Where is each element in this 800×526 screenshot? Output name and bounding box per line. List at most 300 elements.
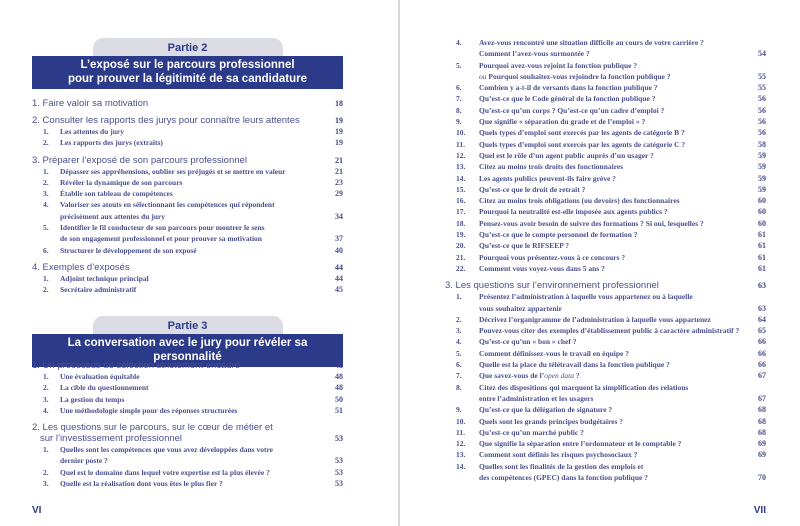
toc-item-number: 9. [456, 405, 462, 415]
toc-item [456, 150, 766, 161]
toc-item-page: 53 [335, 479, 343, 489]
toc-item-title: Qu’est-ce qu’un marché public ? [479, 427, 584, 437]
toc-item [456, 348, 766, 359]
toc-section [32, 155, 343, 166]
toc-item-text [456, 60, 742, 83]
part-2-title-line-2: pour prouver la légitimité de sa candidature [67, 72, 307, 85]
toc-item-page: 21 [335, 166, 343, 176]
toc-item [456, 37, 766, 60]
toc-item [456, 195, 766, 206]
toc-item-continuation-text: des compétences (GPEC) dans la fonction publique ? [479, 472, 648, 482]
toc-item-title: Qu’est-ce que le droit de retrait ? [479, 184, 586, 194]
toc-item-number: 11. [456, 427, 465, 437]
toc-item-continuation [32, 211, 319, 222]
toc-item-text [456, 359, 742, 370]
toc-item-title: Citez au moins trois obligations (ou devoirs) des fonctionnaires [479, 196, 680, 206]
toc-section-page: 48 [335, 361, 343, 370]
toc-item-number: 2. [43, 285, 49, 295]
toc-item [456, 218, 766, 229]
toc-item-number: 9. [456, 117, 462, 127]
toc-item-text [32, 245, 319, 256]
toc-item-text [456, 229, 742, 240]
toc-item-continuation-italic: ou [479, 71, 487, 81]
toc-item-page: 53 [335, 467, 343, 477]
toc-item-number: 5. [456, 60, 462, 70]
toc-item-number: 7. [456, 371, 462, 381]
left-page [0, 0, 385, 526]
toc-item-title: Valoriser ses atouts en sélectionnant les compétences qui répondent [60, 200, 275, 210]
toc-item [32, 177, 343, 188]
toc-item-text [456, 184, 742, 195]
toc-section-title [32, 422, 319, 444]
toc-item-page: 61 [758, 263, 766, 273]
toc-item-title: Secrétaire administratif [60, 285, 137, 295]
toc-item-title: Quels sont les grands principes budgétaires ? [479, 416, 624, 426]
toc-item-number: 15. [456, 184, 466, 194]
toc-item-page: 61 [758, 252, 766, 262]
toc-item-page: 48 [335, 372, 343, 381]
toc-section-title [32, 262, 319, 273]
toc-item-title: Qu’est-ce que la délégation de signature ? [479, 405, 613, 415]
toc-item-title: Que signifie la séparation entre l’ordonnateur et le comptable ? [479, 439, 682, 449]
toc-item-page: 60 [758, 218, 766, 228]
toc-item-text [32, 467, 319, 478]
toc-item-page: 23 [335, 177, 343, 187]
toc-item-page: 55 [758, 83, 766, 93]
toc-item-page: 68 [758, 427, 766, 437]
toc-item-number: 1. [456, 292, 462, 302]
toc-item-page: 60 [758, 196, 766, 206]
toc-item-number: 8. [456, 105, 462, 115]
toc-item [456, 449, 766, 460]
toc-item [32, 284, 343, 295]
toc-item-text [32, 444, 319, 467]
toc-item-page: 48 [335, 383, 343, 393]
toc-item-number: 6. [43, 245, 49, 255]
toc-item-number: 22. [456, 263, 466, 273]
toc-item-title: La gestion du temps [60, 394, 125, 404]
toc-item-text [32, 405, 319, 416]
toc-item-text [32, 273, 319, 284]
section-3-items [456, 291, 766, 483]
toc-item [456, 336, 766, 347]
toc-item-number: 4. [456, 38, 462, 47]
toc-item [32, 467, 343, 478]
toc-section-label-cont: sur l’investissement professionnel [40, 433, 183, 445]
toc-item-page: 55 [758, 71, 766, 81]
toc-item-page: 68 [758, 405, 766, 415]
toc-item-page: 58 [758, 139, 766, 149]
toc-section-label: 2. Consulter les rapports des jurys pour connaître leurs attentes [32, 115, 300, 126]
toc-item-title: Présentez l’administration à laquelle vous appartenez ou à laquelle [479, 292, 693, 302]
toc-item-page: 40 [335, 245, 343, 255]
section-3 [445, 280, 766, 483]
toc-item-title: Révéler la dynamique de son parcours [60, 177, 183, 187]
toc-item-page: 19 [335, 127, 343, 136]
toc-item-number: 6. [456, 83, 462, 93]
toc-item [456, 416, 766, 427]
toc-item-text [456, 116, 742, 127]
toc-item-number: 14. [456, 461, 466, 471]
toc-item-continuation [456, 393, 742, 404]
toc-item [32, 188, 343, 199]
toc-item-page: 59 [758, 173, 766, 183]
toc-item-number: 20. [456, 241, 466, 251]
toc-item-page: 56 [758, 117, 766, 127]
toc-item [456, 60, 766, 83]
toc-item-page: 29 [335, 189, 343, 199]
toc-item-text [32, 166, 319, 177]
toc-item [456, 314, 766, 325]
toc-item-text [32, 394, 319, 405]
toc-item-text [456, 291, 742, 314]
toc-item-number: 1. [43, 127, 49, 136]
toc-item [456, 229, 766, 240]
toc-section-page: 63 [758, 281, 766, 291]
toc-item [456, 291, 766, 314]
toc-item-number: 11. [456, 139, 465, 149]
toc-section-title [32, 360, 319, 371]
toc-item-page: 61 [758, 230, 766, 240]
toc-item-title: Identifier le fil conducteur de son parcours pour montrer le sens [60, 223, 265, 233]
toc-item-text [456, 404, 742, 415]
toc-item [32, 245, 343, 256]
toc-item-text [456, 105, 742, 116]
toc-item-text [32, 371, 319, 382]
toc-item-continuation-text: Comment l’avez-vous surmontée ? [479, 49, 590, 59]
toc-item-page: 59 [758, 162, 766, 172]
toc-item-text [32, 478, 319, 489]
toc-item-number: 10. [456, 416, 466, 426]
toc-item-number: 3. [43, 394, 49, 404]
toc-item-number: 14. [456, 173, 466, 183]
toc-item-continuation-text: vous souhaitez appartenir [479, 303, 562, 313]
toc-item-title: Quelle est la place du télétravail dans la fonction publique ? [479, 360, 670, 370]
toc-item-page: 65 [758, 326, 766, 336]
toc-item-title: Qu’est-ce que le compte personnel de formation ? [479, 230, 638, 240]
toc-item-number: 21. [456, 252, 466, 262]
toc-item-number: 1. [43, 372, 49, 381]
toc-item [456, 382, 766, 405]
toc-section-title [32, 115, 319, 126]
toc-item-number: 1. [43, 166, 49, 176]
toc-item-text [456, 314, 742, 325]
toc-item [456, 370, 766, 381]
toc-item [32, 222, 343, 245]
toc-item [456, 184, 766, 195]
toc-section-label: 1. Faire valoir sa motivation [32, 98, 149, 109]
toc-item-title: Les rapports des jurys (extraits) [60, 138, 163, 148]
toc-item-continuation-text: entre l’administration et les usagers [479, 393, 594, 403]
part-2-header [32, 38, 343, 89]
toc-item-page: 67 [758, 393, 766, 403]
toc-item-text [456, 195, 742, 206]
toc-section [445, 280, 766, 291]
toc-item-text [456, 161, 742, 172]
toc-item-continuation [456, 71, 742, 82]
part-3-toc [32, 354, 343, 489]
toc-item-number: 12. [456, 439, 466, 449]
toc-item-number: 4. [43, 200, 49, 210]
toc-item-number: 1. [43, 445, 49, 455]
toc-item-title: Quelles sont les compétences que vous avez développées dans votre [60, 445, 273, 455]
toc-item-text [456, 461, 742, 484]
toc-item-title: Décrivez l’organigramme de l’administration à laquelle vous appartenez [479, 314, 711, 324]
toc-item-number: 1. [43, 273, 49, 283]
toc-item-page: 66 [758, 360, 766, 370]
toc-item-page: 68 [758, 416, 766, 426]
toc-item-page: 67 [758, 371, 766, 381]
toc-item-text [456, 370, 742, 381]
toc-item-title: Comment sont définis les risques psychosociaux ? [479, 450, 638, 460]
toc-item-number: 18. [456, 218, 466, 228]
toc-item-title: Combien y a-t-il de versants dans la fonction publique ? [479, 83, 658, 93]
part-3-title-line-1: La conversation avec le jury pour révéler sa personnalité [67, 337, 308, 363]
toc-item-text [456, 438, 742, 449]
toc-item-page: 56 [758, 128, 766, 138]
toc-item [32, 199, 343, 222]
toc-item-page: 69 [758, 450, 766, 460]
toc-item-text [32, 199, 319, 222]
toc-item [456, 263, 766, 274]
toc-item-page: 66 [758, 348, 766, 358]
toc-item [456, 82, 766, 93]
toc-item-text [456, 263, 742, 274]
toc-item [32, 478, 343, 489]
toc-item [456, 404, 766, 415]
toc-item-page: 37 [335, 234, 343, 244]
toc-item-page: 59 [758, 184, 766, 194]
toc-item-text [456, 348, 742, 359]
toc-item [32, 405, 343, 416]
toc-item-text [456, 240, 742, 251]
toc-section [32, 360, 343, 371]
toc-item-number: 5. [456, 348, 462, 358]
toc-item [32, 166, 343, 177]
toc-item-title: Pourquoi avez-vous rejoint la fonction publique ? [479, 60, 638, 70]
toc-item-page: 60 [758, 207, 766, 217]
toc-item [32, 273, 343, 284]
toc-item-page: 53 [335, 456, 343, 466]
toc-item-title: Pensez-vous avoir besoin de suivre des formations ? Si oui, lesquelles ? [479, 218, 704, 228]
toc-item-title: Quel est le rôle d’un agent public auprès d’un usager ? [479, 150, 654, 160]
toc-item-text [456, 206, 742, 217]
toc-item-text [456, 150, 742, 161]
toc-item-page: 59 [758, 150, 766, 160]
toc-item-number: 8. [456, 382, 462, 392]
toc-item [456, 93, 766, 104]
toc-item-number: 12. [456, 150, 466, 160]
toc-item-number: 4. [43, 405, 49, 415]
toc-section [32, 115, 343, 126]
toc-item-page: 63 [758, 303, 766, 313]
toc-item-page: 70 [758, 472, 766, 482]
toc-item-continuation-text: Pourquoi souhaitez-vous rejoindre la fonction publique ? [486, 71, 671, 81]
right-toc [445, 37, 766, 483]
toc-section-page: 18 [335, 99, 343, 108]
toc-item-page: 61 [758, 241, 766, 251]
toc-item-number: 5. [43, 223, 49, 233]
toc-item [456, 240, 766, 251]
toc-item-text [456, 325, 742, 336]
toc-item-title: Pouvez-vous citer des exemples d’établissement public à caractère administratif ? [479, 326, 740, 336]
toc-section-label: 4. Exemples d’exposés [32, 261, 130, 273]
toc-section-label: 1. Un processus de sélection strictement encadré [32, 360, 241, 371]
toc-item-page: 44 [335, 273, 343, 283]
toc-item [456, 127, 766, 138]
toc-item-title: Que savez-vous de l’ [479, 371, 545, 381]
toc-item-continuation [456, 303, 742, 314]
toc-item-title: Avez-vous rencontré une situation difficile au cours de votre carrière ? [479, 38, 704, 47]
toc-item-text [456, 427, 742, 438]
part-2-title [32, 56, 343, 89]
toc-item-number: 2. [43, 383, 49, 393]
page-number-right: VII [753, 505, 766, 516]
toc-item-text [456, 449, 742, 460]
toc-item-continuation [32, 233, 319, 244]
toc-item-text [32, 137, 319, 148]
toc-item-number: 2. [43, 467, 49, 477]
toc-item-continuation [456, 48, 742, 59]
toc-item-title: Une évaluation équitable [60, 372, 140, 381]
toc-section-label: 3. Les questions sur l’environnement professionnel [445, 280, 659, 292]
toc-item-page: 34 [335, 211, 343, 221]
toc-section [32, 262, 343, 273]
toc-item-text [456, 416, 742, 427]
toc-item [456, 116, 766, 127]
toc-item-text [456, 336, 742, 347]
toc-item-text [32, 382, 319, 393]
toc-item-continuation-text: dernier poste ? [60, 456, 108, 466]
toc-item-page: 66 [758, 337, 766, 347]
toc-item-continuation-text: de son engagement professionnel et pour prouver sa motivation [60, 234, 262, 244]
toc-item-page: 50 [335, 394, 343, 404]
toc-item-number: 6. [456, 360, 462, 370]
toc-item-number: 13. [456, 450, 466, 460]
toc-item-text [456, 82, 742, 93]
toc-item-title: Les agents publics peuvent-ils faire grève ? [479, 173, 616, 183]
toc-item-continuation-text: précisément aux attentes du jury [60, 211, 165, 221]
toc-item-title: Structurer le développement de son exposé [60, 245, 197, 255]
toc-item [32, 371, 343, 382]
toc-item [456, 359, 766, 370]
toc-section-title [445, 280, 742, 291]
toc-item-text [456, 173, 742, 184]
toc-item-text [456, 382, 742, 405]
toc-item-title: Pourquoi la neutralité est-elle imposée aux agents publics ? [479, 207, 668, 217]
toc-item-title-italic: open data [544, 371, 575, 381]
toc-item [456, 252, 766, 263]
toc-item-title: Quelle est la réalisation dont vous êtes le plus fier ? [60, 479, 223, 489]
toc-item-number: 2. [43, 138, 49, 148]
toc-item-title: Citez des dispositions qui marquent la simplification des relations [479, 382, 689, 392]
toc-item [456, 173, 766, 184]
toc-section-title [32, 155, 319, 166]
toc-item-text [456, 93, 742, 104]
toc-section-title [32, 98, 319, 109]
toc-item-title: Adjoint technique principal [60, 273, 149, 283]
toc-section-label: 3. Préparer l’exposé de son parcours professionnel [32, 154, 247, 166]
toc-section-page: 21 [335, 155, 343, 165]
toc-item [32, 394, 343, 405]
toc-item-text [32, 177, 319, 188]
part-2-title-line-1: L’exposé sur le parcours professionnel [80, 59, 295, 71]
toc-item-title: Que signifie « séparation du grade et de l’emploi » ? [479, 117, 646, 127]
toc-item [456, 139, 766, 150]
toc-section-page: 44 [335, 262, 343, 272]
toc-section [32, 422, 343, 444]
toc-item-number: 16. [456, 196, 466, 206]
toc-item-number: 3. [456, 326, 462, 336]
toc-item [32, 444, 343, 467]
toc-item-page: 54 [758, 49, 766, 59]
toc-item-title: Quel est le domaine dans lequel votre expertise est la plus élevée ? [60, 467, 270, 477]
toc-item-number: 7. [456, 94, 462, 104]
part-2-tab: Partie 2 [93, 38, 283, 56]
toc-item [456, 161, 766, 172]
toc-item-number: 3. [43, 479, 49, 489]
toc-item-page: 51 [335, 405, 343, 415]
toc-item-title: Comment définissez-vous le travail en équipe ? [479, 348, 629, 358]
toc-item-title: Qu’est-ce que le RIFSEEP ? [479, 241, 569, 251]
toc-item-title: Qu’est-ce qu’un corps ? Qu’est-ce qu’un cadre d’emploi ? [479, 105, 665, 115]
toc-item-number: 19. [456, 230, 466, 240]
toc-item [456, 438, 766, 449]
toc-item-page: 64 [758, 314, 766, 324]
toc-item-title-end: ? [574, 371, 580, 381]
toc-item-title: Qu’est-ce qu’un « bon » chef ? [479, 337, 577, 347]
toc-item-title: Une méthodologie simple pour des réponses structurées [60, 405, 238, 415]
toc-item-text [32, 188, 319, 199]
toc-item-continuation [456, 472, 742, 483]
part-2-toc [32, 92, 343, 296]
toc-item-title: Citez au moins trois droits des fonctionnaires [479, 162, 624, 172]
toc-item-title: Comment vous voyez-vous dans 5 ans ? [479, 263, 605, 273]
toc-item-text [456, 139, 742, 150]
toc-item-title: La cible du questionnement [60, 383, 149, 393]
right-page [400, 0, 800, 526]
toc-item-number: 10. [456, 128, 466, 138]
toc-item-title: Dépasser ses appréhensions, oublier ses préjugés et se mettre en valeur [60, 166, 286, 176]
toc-item-title: Quels types d’emploi sont exercés par les agents de catégorie C ? [479, 139, 686, 149]
toc-section-label: 2. Les questions sur le parcours, sur le cœur de métier et [32, 422, 273, 434]
toc-item [456, 427, 766, 438]
toc-item [32, 137, 343, 148]
part-3-tab: Partie 3 [93, 316, 283, 334]
toc-item-page: 45 [335, 285, 343, 295]
toc-section-page: 19 [335, 116, 343, 125]
toc-item-text [456, 252, 742, 263]
toc-section-page: 53 [335, 434, 343, 444]
toc-item-text [456, 37, 742, 60]
toc-item [456, 105, 766, 116]
toc-item [456, 461, 766, 484]
toc-item-continuation [32, 455, 319, 466]
toc-item-title: Quelles sont les finalités de la gestion des emplois et [479, 461, 644, 471]
toc-item-title: Les attentes du jury [60, 127, 124, 136]
toc-item-number: 13. [456, 162, 466, 172]
toc-item [456, 206, 766, 217]
toc-item-title: Qu’est-ce que le Code général de la fonction publique ? [479, 94, 656, 104]
toc-item [32, 382, 343, 393]
toc-item-title: Établir son tableau de compétences [60, 189, 173, 199]
toc-section [32, 98, 343, 109]
toc-item-text [456, 127, 742, 138]
toc-item-number: 17. [456, 207, 466, 217]
toc-item-page: 69 [758, 439, 766, 449]
toc-item-text [32, 126, 319, 137]
toc-item-number: 4. [456, 337, 462, 347]
